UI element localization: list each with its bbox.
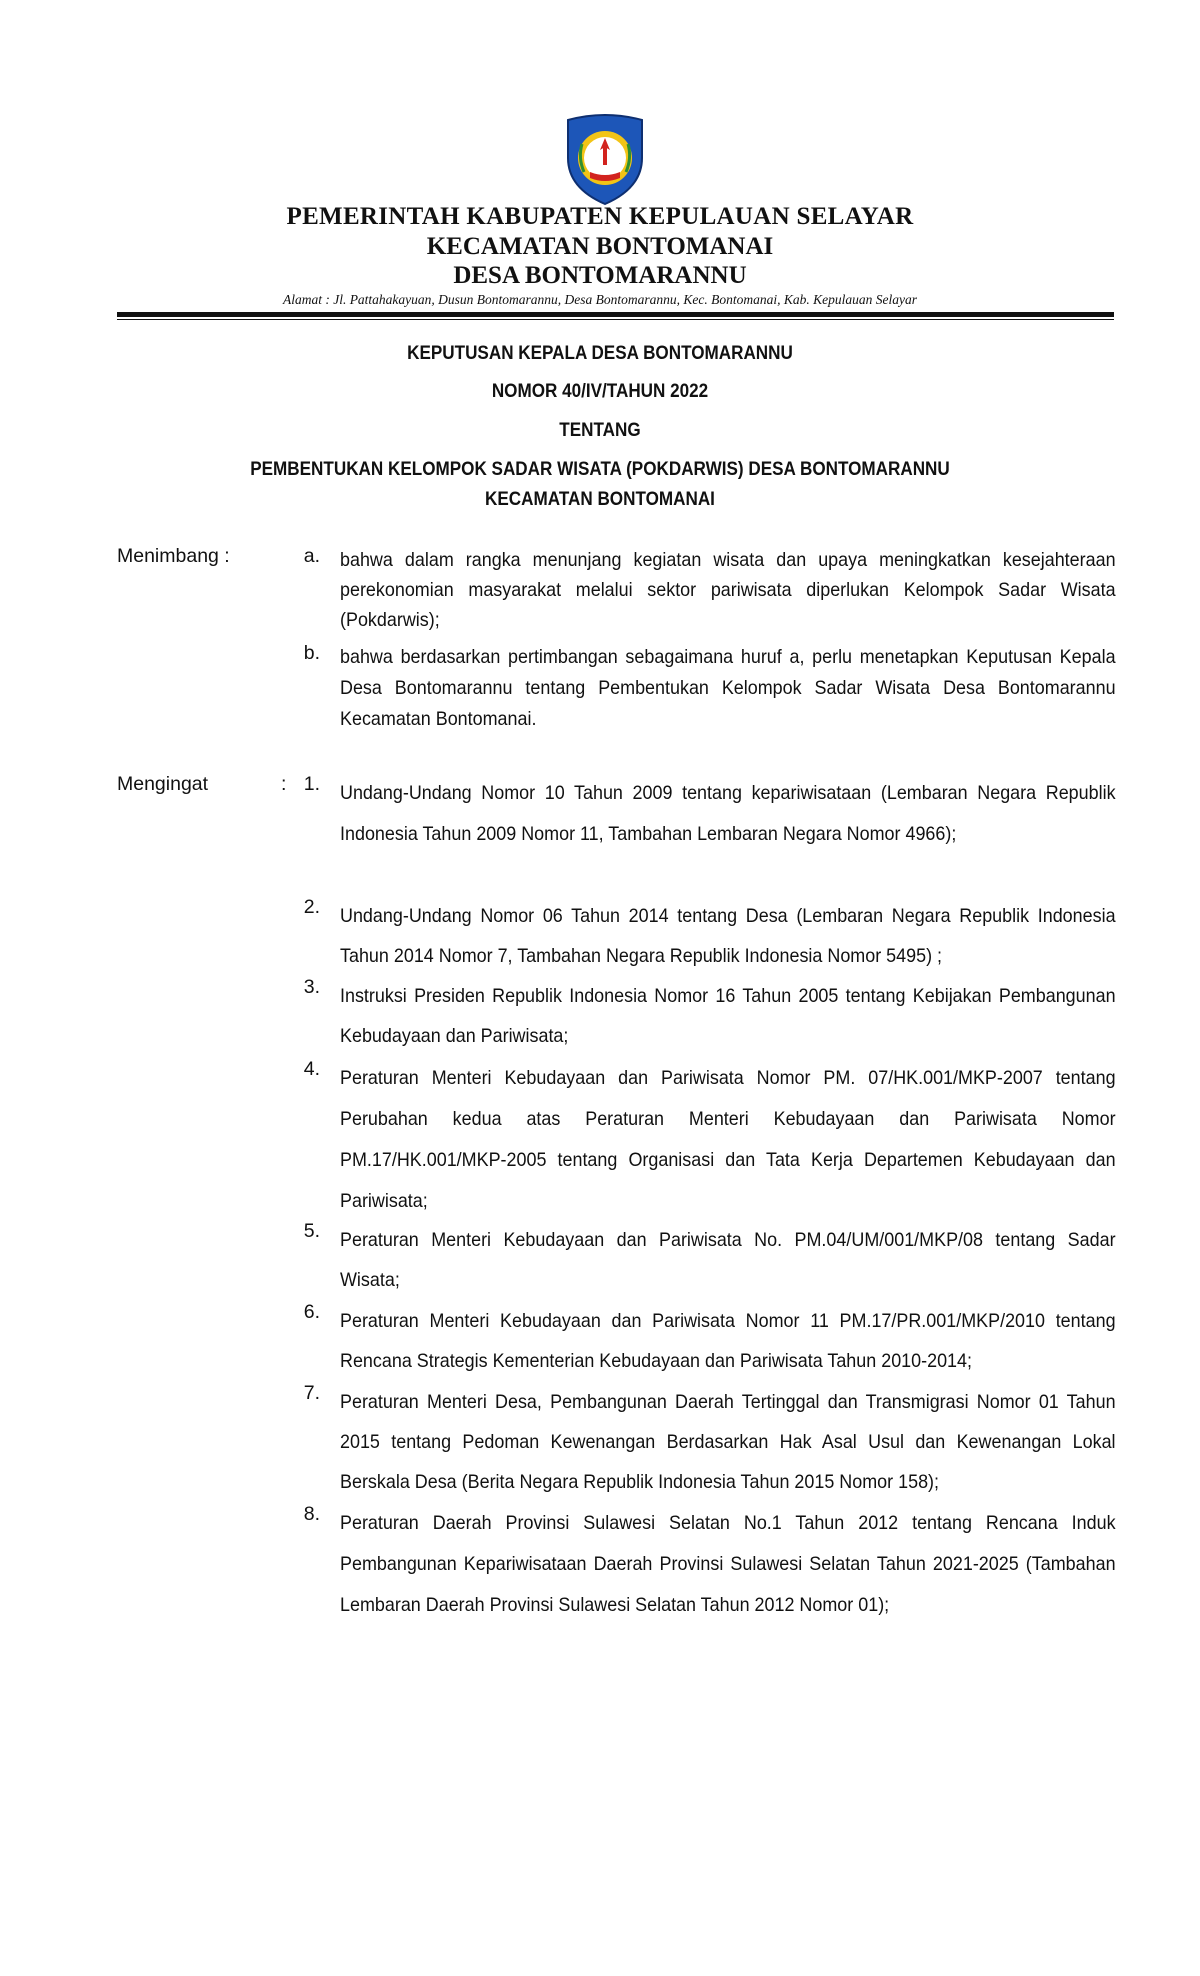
item-marker: 2. bbox=[303, 896, 320, 918]
item-marker: 6. bbox=[303, 1301, 320, 1323]
letterhead-divider-thin bbox=[117, 319, 1114, 320]
mengingat-colon: : bbox=[281, 773, 287, 795]
letterhead-village: DESA BONTOMARANNU bbox=[453, 262, 747, 289]
item-marker: 4. bbox=[303, 1058, 320, 1080]
item-text: Instruksi Presiden Republik Indonesia Nomor 16 Tahun 2005 tentang Kebijakan Pembangunan Kebudayaan dan Pariwisata; bbox=[340, 985, 1116, 1047]
item-marker: b. bbox=[303, 642, 320, 664]
item-marker: 8. bbox=[303, 1503, 320, 1525]
item-text: Peraturan Menteri Desa, Pembangunan Daerah Tertinggal dan Transmigrasi Nomor 01 Tahun 2015 tentang Pedoman Kewenangan Berdasarkan Hak Asal Usul dan Kewenangan Lokal Berskala Desa (Berita Negara Republik Indonesia Tahun 2015 Nomor 158); bbox=[340, 1391, 1116, 1493]
item-marker: 3. bbox=[303, 976, 320, 998]
decree-subject-line1: PEMBENTUKAN KELOMPOK SADAR WISATA (POKDARWIS) DESA BONTOMARANNU bbox=[250, 459, 950, 480]
letterhead-district: KECAMATAN BONTOMANAI bbox=[426, 233, 774, 260]
regency-crest-icon bbox=[560, 114, 650, 206]
decree-subject-line2: KECAMATAN BONTOMANAI bbox=[485, 489, 715, 510]
letterhead-divider-thick bbox=[117, 312, 1114, 317]
item-marker: a. bbox=[303, 545, 320, 567]
menimbang-label: Menimbang : bbox=[117, 545, 230, 567]
item-text: bahwa dalam rangka menunjang kegiatan wisata dan upaya meningkatkan kesejahteraan perekonomian masyarakat melalui sektor pariwisata diperlukan Kelompok Sadar Wisata (Pokdarwis); bbox=[340, 549, 1116, 631]
item-marker: 1. bbox=[303, 773, 320, 795]
letterhead-government: PEMERINTAH KABUPATEN KEPULAUAN SELAYAR bbox=[286, 203, 914, 230]
item-text: bahwa berdasarkan pertimbangan sebagaimana huruf a, perlu menetapkan Keputusan Kepala Desa Bontomarannu tentang Pembentukan Kelompok Sadar Wisata Desa Bontomarannu Kecamatan Bontomanai. bbox=[340, 646, 1116, 730]
item-text: Undang-Undang Nomor 10 Tahun 2009 tentang kepariwisataan (Lembaran Negara Republik Indonesia Tahun 2009 Nomor 11, Tambahan Lembaran Negara Nomor 4966); bbox=[340, 782, 1116, 845]
item-text: Peraturan Menteri Kebudayaan dan Pariwisata No. PM.04/UM/001/MKP/08 tentang Sadar Wisata; bbox=[340, 1229, 1116, 1291]
decree-about: TENTANG bbox=[559, 420, 641, 441]
decree-number: NOMOR 40/IV/TAHUN 2022 bbox=[491, 381, 709, 402]
item-marker: 7. bbox=[303, 1382, 320, 1404]
mengingat-label: Mengingat bbox=[117, 773, 209, 795]
item-text: Peraturan Menteri Kebudayaan dan Pariwisata Nomor PM. 07/HK.001/MKP-2007 tentang Perubahan kedua atas Peraturan Menteri Kebudayaan dan Pariwisata Nomor PM.17/HK.001/MKP-2005 tentang Organisasi dan Tata Kerja Departemen Kebudayaan dan Pariwisata; bbox=[340, 1067, 1116, 1212]
letterhead-address: Alamat : Jl. Pattahakayuan, Dusun Bontomarannu, Desa Bontomarannu, Kec. Bontomanai, Kab. Kepulauan Selayar bbox=[282, 292, 918, 307]
item-text: Peraturan Menteri Kebudayaan dan Pariwisata Nomor 11 PM.17/PR.001/MKP/2010 tentang Rencana Strategis Kementerian Kebudayaan dan Pariwisata Tahun 2010-2014; bbox=[340, 1310, 1116, 1372]
item-text: Undang-Undang Nomor 06 Tahun 2014 tentang Desa (Lembaran Negara Republik Indonesia Tahun 2014 Nomor 7, Tambahan Negara Republik Indonesia Nomor 5495) ; bbox=[340, 905, 1116, 967]
item-marker: 5. bbox=[303, 1220, 320, 1242]
item-text: Peraturan Daerah Provinsi Sulawesi Selatan No.1 Tahun 2012 tentang Rencana Induk Pembangunan Kepariwisataan Daerah Provinsi Sulawesi Selatan Tahun 2021-2025 (Tambahan Lembaran Daerah Provinsi Sulawesi Selatan Tahun 2012 Nomor 01); bbox=[340, 1512, 1116, 1616]
decree-title: KEPUTUSAN KEPALA DESA BONTOMARANNU bbox=[407, 343, 793, 364]
